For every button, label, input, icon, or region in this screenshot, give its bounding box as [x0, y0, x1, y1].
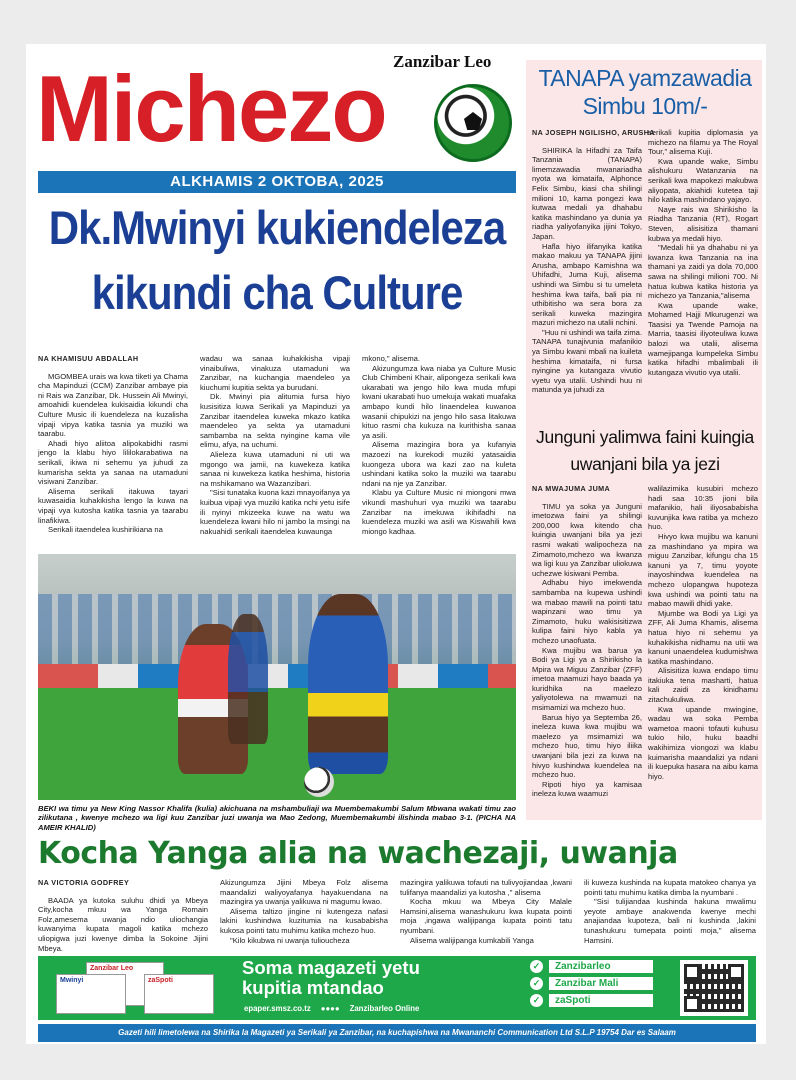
lead-byline: NA KHAMISUU ABDALLAH: [38, 354, 139, 363]
kocha-paragraph: "Kilo kikubwa ni uwanja tulioucheza: [230, 935, 350, 945]
junguni-paragraph: Adhabu hiyo imekwenda sambamba na kupewa ushindi wa mabao mawili na pointi tatu wapinzani wao timu ya Zimamoto, huku wakisisitizwa kulipa faini hiyo kabla ya mchezo unaofuata.: [532, 578, 642, 645]
tanapa-paragraph: SHIRIKA la Hifadhi za Taifa Tanzania (TANAPA) limemzawadia mwanariadha nyota wa kimataifa, Alphonce Felix Simbu, kiasi cha shilingi milioni 10, kama pongezi kwa kutwaa medali ya dhahabu katika mashindano ya dunia ya riadha yaliyofanyika jijini Tokyo, Japan.: [532, 145, 642, 241]
lead-paragraph: "Sisi tunataka kuona kazi mnayoifanya ya kuibua vipaji vya muziki katika nchi yetu isife ili nyinyi mkizeeka kuwe na watu wa kuendeleza kwani hilo ni jambo la msingi na nakuahidi serikali itaendelea kuwaunga: [200, 488, 350, 536]
kocha-paragraph: BAADA ya kutoka suluhu dhidi ya Mbeya City,kocha mkuu wa Yanga Romain Folz,amesema uwanja ndio uliochangia kuwanyima kupata magoli katika mchezo uliopigwa juzi kwenye dimba la Sokoine Jijini Mbeya.: [38, 895, 208, 953]
lead-paragraph: Klabu ya Culture Music ni miongoni mwa vikundi mashuhuri vya muziki wa taarabu Zanzibar na imekuwa ikihifadhi na kuendeleza muziki wa asili wa Kiswahili kwa miongo kadhaa.: [362, 488, 516, 536]
tanapa-paragraph: serikali kupitia diplomasia ya michezo na filamu ya The Royal Tour," alisema Kuji.: [648, 128, 758, 157]
qr-pattern: [684, 964, 744, 1012]
lead-column-3: [362, 354, 516, 550]
match-ball-icon: [304, 767, 334, 797]
tanapa-byline: NA JOSEPH NGILISHO, ARUSHA: [532, 128, 655, 137]
junguni-paragraph: TIMU ya soka ya Junguni imetozwa faini ya shilingi 200,000 kwa kitendo cha kuingia uwanjani bila ya jezi rasmi wakati walipocheza na Zimamoto,mchezo wa kwanza wa ligi kuu ya Zanzibar uliokuwa uchezwe kisiwani Pemba.: [532, 501, 642, 578]
kocha-paragraph: Kocha mkuu wa Mbeya City Malale Hamsini,alisema wanashukuru kwa kupata pointi moja ,ingawa walijipanga kupata pointi tatu nyumbani.: [400, 897, 572, 935]
masthead-title: Michezo: [36, 56, 386, 161]
stadium-stands: [38, 594, 516, 664]
advert-publication-list: [530, 960, 660, 1011]
junguni-paragraph: Kwa upande mwingine, wadau wa soka Pemba wametoa maoni tofauti kuhusu tukio hilo, huku baadhi wakihimiza viongozi wa klabu kuimarisha maandalizi ya ndani ili kuepuka hasara na aibu kama hiyo.: [648, 704, 758, 781]
junguni-paragraph: Kwa mujibu wa barua ya Bodi ya Ligi ya a Shirikisho la Mpira wa Miguu Zanzibar (ZFF) imetoa maamuzi hayo baada ya kuridhika na maelezo yaliyotolewa na mwamuzi na msimamizi wa mchezo huo.: [532, 645, 642, 713]
kocha-column-4: [584, 878, 756, 952]
check-icon: ✓: [530, 994, 543, 1007]
tanapa-headline: TANAPA yamzawadia Simbu 10m/-: [538, 65, 752, 119]
tanapa-paragraph: Kwa upande wake, Simbu alishukuru Watanzania na serikali kwa mapokezi makubwa aliyopata, akiahidi kutetea taji hilo katika mashindano yajayo.: [648, 156, 758, 205]
lead-paragraph: Akizungumza kwa niaba ya Culture Music Club Chimbeni Khair, alipongeza serikali kwa ukarabati wa jengo hilo kwa muda mfupi kwani ukarabati huo umekuja wakati muafaka ambapo kundi hilo linaendelea kuwanoa wasanii chipukizi na jengo hilo sasa litakuwa kituo rasmi cha kukuza na kurithisha sanaa ya asili.: [362, 363, 516, 440]
qr-finder: [728, 964, 744, 980]
publication-item[interactable]: [530, 960, 660, 973]
advert-title-line: Soma magazeti yetu: [242, 957, 420, 978]
kocha-paragraph: Akizungumza Jijini Mbeya Folz alisema maandalizi waliyoyafanya hayakuendana na mazingira ya uwanja yalikuwa ni magumu kwao.: [220, 878, 388, 907]
junguni-paragraph: Mjumbe wa Bodi ya Ligi ya ZFF, Ali Juma Khamis, alisema hatua hiyo ni sehemu ya kuhakikisha nidhamu na utii wa kanuni unaendelea kudumishwa katika mashindano.: [648, 608, 758, 666]
kocha-paragraph: Alisema taltizo jingine ni kutengeza nafasi lakini kushindwa kuzitumia na kusababisha kukosa pointi tatu muhimu katika mchezo huo.: [220, 906, 388, 935]
qr-finder: [684, 964, 700, 980]
junguni-paragraph: walilazimika kusubiri mchezo hadi saa 10:35 jioni bila mafanikio, hali iliyosababisha kuvunjika kwa ratiba ya mchezo huo.: [648, 484, 758, 532]
publisher-footer: Gazeti hili limetolewa na Shirika la Magazeti ya Serikali ya Zanzibar, na kuchapishwa na Mwananchi Communication Ltd S.L.P 19754 Dar es Salaam: [38, 1024, 756, 1042]
junguni-column-2: [648, 484, 758, 816]
junguni-paragraph: Hivyo kwa mujibu wa kanuni za mashindano ya mpira wa miguu Zanzibar, kifungu cha 15 kanuni ya 7, timu yoyote inayoshindwa kuendelea na mchezo ulopangwa hupoteza kwa ushindi wa pointi tatu na mabao mawili dhidi yake.: [648, 531, 758, 609]
kocha-paragraph: Alisema walijipanga kumkabili Yanga: [410, 935, 534, 945]
lead-paragraph: Alisema serikali itakuwa tayari kuwasaidia kuhakikisha lengo la kuwa na vipaji vya kutosha katika tasnia ya taarabu linafikiwa.: [38, 486, 188, 525]
thumbnail-title: zaSpoti: [148, 977, 173, 984]
lead-paragraph: wadau wa sanaa kuhakikisha vipaji vinaibuliwa, vinakuza utamaduni wa Zanzibar, na kuchangia maendeleo ya kiuchumi kupitia sekta ya burudani.: [200, 354, 350, 392]
brand-name: Zanzibar Leo: [393, 52, 492, 71]
kocha-column-2: [220, 878, 388, 952]
match-photo: [38, 554, 516, 800]
kocha-paragraph: "Sisi tulijiandaa kushinda hakuna mwalimu yeyote ambaye anakwenda kwenye mechi anajiandaa kupoteza, bali ni kushinda ,lakini tunashukuru tumepata pointi moja," alisema Hamsini.: [584, 897, 756, 945]
thumbnail-title: Zanzibar Leo: [90, 965, 134, 972]
junguni-paragraph: Barua hiyo ya Septemba 26, ineleza kuwa kwa mujibu wa maelezo ya msimamizi wa mchezo huo, timu hiyo iliika uwanjani bila jezi za kuwa na hivyo kushindwa kuendelea na mchezo huo.: [532, 712, 642, 780]
advert-title-line: kupitia mtandao: [242, 977, 384, 998]
junguni-headline: Junguni yalimwa faini kuingia uwanjani bila ya jezi: [536, 427, 754, 474]
kocha-paragraph: mazingira yalikuwa tofauti na tulivyojiandaa ,kwani tulifanya maandalizi ya kutosha ," alisema: [400, 878, 572, 897]
newspaper-thumbnail: [144, 974, 214, 1014]
kocha-headline: Kocha Yanga alia na wachezaji, uwanja: [38, 836, 678, 871]
lead-paragraph: Ahadi hiyo aliitoa alipokabidhi rasmi jengo la klabu hiyo lililokarabatiwa na serikali, ikiwa ni sehemu ya juhudi za kumarisha sekta ya sanaa na utamaduni visiwani Zanzibar.: [38, 438, 188, 487]
lead-column-1: [38, 354, 188, 550]
pitch-advert-boards: [38, 664, 516, 688]
photo-caption: BEKI wa timu ya New King Nassor Khalifa (kulia) akichuana na mshambuliaji wa Muembemakumbi Salum Mbwana wakati timu zao zilikutana , kwenye mchezo wa ligi kuu Zanzibar juzi uwanja wa Mao Zedong, Muembemakumbi ilishinda mabao 3-1. (PICHA NA AMEIR KHALID): [38, 804, 516, 832]
junguni-byline: NA MWAJUMA JUMA: [532, 484, 611, 493]
publication-label: Zanzibar Mali: [549, 977, 653, 990]
publication-item[interactable]: [530, 994, 660, 1007]
lead-column-2: [200, 354, 350, 550]
lead-paragraph: Dk. Mwinyi pia alitumia fursa hiyo kusisitiza kuwa Serikali ya Mapinduzi ya Zanzibar itaendelea kuweka mkazo katika maendeleo ya sekta ya utamaduni sambamba na sekta nyingine kama vile elimu, afya, na uchumi.: [200, 392, 350, 450]
tanapa-paragraph: "Huu ni ushindi wa taifa zima. TANAPA tunajivunia mafanikio ya Simbu kwani mbali na kuileta heshima kimataifa, ni fursa nyingine ya kutangaza vivutio vyetu vya utalii. Ushindi huu ni matunda ya juhudi za: [532, 327, 642, 395]
kocha-column-1: [38, 878, 208, 952]
lead-paragraph: Alieleza kuwa utamaduni ni uti wa mgongo wa jamii, na kuwekeza katika sanaa ni kuwekeza katika heshima, historia na mshikamano wa Wazanzibari.: [200, 449, 350, 488]
issue-date: ALKHAMIS 2 OKTOBA, 2025: [38, 171, 516, 193]
kocha-byline: NA VICTORIA GODFREY: [38, 878, 130, 887]
lead-headline: Dk.Mwinyi kukiendeleza kikundi cha Culture: [48, 201, 506, 320]
qr-code-icon[interactable]: [680, 960, 748, 1016]
qr-finder: [684, 996, 700, 1012]
tanapa-paragraph: Kwa upande wake, Mohamed Hajji Mkurugenzi wa Taasisi ya Twende Pamoja na Marria, taasisi iliyoteuliwa kuwa balozi wa utalii, alisema wamejipanga kumpeleka Simbu katika hifadhi mbalimbali ili kutangaza vivutio vya utalii.: [648, 300, 758, 377]
lead-paragraph: Alisema mazingira bora ya kufanyia mazoezi na kurekodi muziki yatasaidia kuongeza ubora wa kazi zao na kuleta ushindani katika soko la muziki wa taarabu ndani na nje ya Zanzibar.: [362, 440, 516, 488]
newspaper-thumbnail: [56, 974, 126, 1014]
junguni-paragraph: Ripoti hiyo ya kamisaa ineleza kuwa waamuzi: [532, 779, 642, 799]
check-icon: ✓: [530, 960, 543, 973]
publication-label: zaSpoti: [549, 994, 653, 1007]
tanapa-column-2: [648, 128, 758, 414]
epaper-link[interactable]: epaper.smsz.co.tz: [244, 1004, 311, 1013]
junguni-column-1: [532, 484, 642, 816]
newspaper-page: [26, 44, 766, 1044]
junguni-paragraph: Alisisitiza kuwa endapo timu itakiuka tena masharti, hatua kali zaidi za kinidhamu zitachukuliwa.: [648, 666, 758, 705]
blue-player-figure: [308, 594, 388, 774]
publication-item[interactable]: [530, 977, 660, 990]
social-icons: ●●●●: [320, 1004, 340, 1013]
tanapa-paragraph: Hafla hiyo ilifanyika katika makao makuu ya TANAPA jijini Arusha, ambapo Kamishna wa Uhifadhi, Juma Kuji, alisema ushindi wa Simbu si tu umeleta heshima kwa taifa, bali pia ni uthibitisho wa sera bora za serikali kuweka mazingira mazuri michezo na utalii nchini.: [532, 241, 642, 328]
epaper-advert[interactable]: [38, 956, 756, 1020]
newspaper-thumbnails: [44, 960, 234, 1016]
publication-label: Zanzibarleo: [549, 960, 653, 973]
kocha-column-3: [400, 878, 572, 952]
thumbnail-title: Mwinyi: [60, 977, 84, 984]
advert-title: [242, 958, 512, 998]
lead-paragraph: mkono," alisema.: [362, 354, 420, 363]
lead-paragraph: MGOMBEA urais wa kwa tiketi ya Chama cha Mapinduzi (CCM) Zanzibar ambaye pia ni Rais wa Zanzibar, Dk. Hussein Ali Mwinyi, amoahidi kuendelea kukisaidia kikundi cha Culture Music ili kuendeleza na kuzalisha vipaji vipya katika tasnia ya muziki wa taarabu.: [38, 371, 188, 439]
background-player-figure: [228, 614, 268, 744]
online-link[interactable]: Zanzibarleo Online: [349, 1004, 420, 1013]
kocha-paragraph: ili kuweza kushinda na kupata matokeo chanya ya pointi tatu muhimu katika dimba la nyumbani .: [584, 878, 756, 897]
advert-sites: [244, 1004, 534, 1013]
tanapa-column-1: [532, 128, 655, 414]
lead-paragraph: Serikali itaendelea kushirikiana na: [48, 525, 163, 535]
check-icon: ✓: [530, 977, 543, 990]
football-pitch: [38, 688, 516, 800]
tanapa-paragraph: Naye rais wa Shirikisho la Riadha Tanzania (RT), Rogart Steven, alisisitiza thamani kubwa ya medali hiyo.: [648, 204, 758, 243]
tanapa-paragraph: "Medali hii ya dhahabu ni ya kwanza kwa Tanzania na ina thamani ya zaidi ya dola 70,000 sawa na shilingi milioni 700. Ni hatua kubwa katika historia ya michezo ya Tanzania,"alisema: [648, 243, 758, 301]
